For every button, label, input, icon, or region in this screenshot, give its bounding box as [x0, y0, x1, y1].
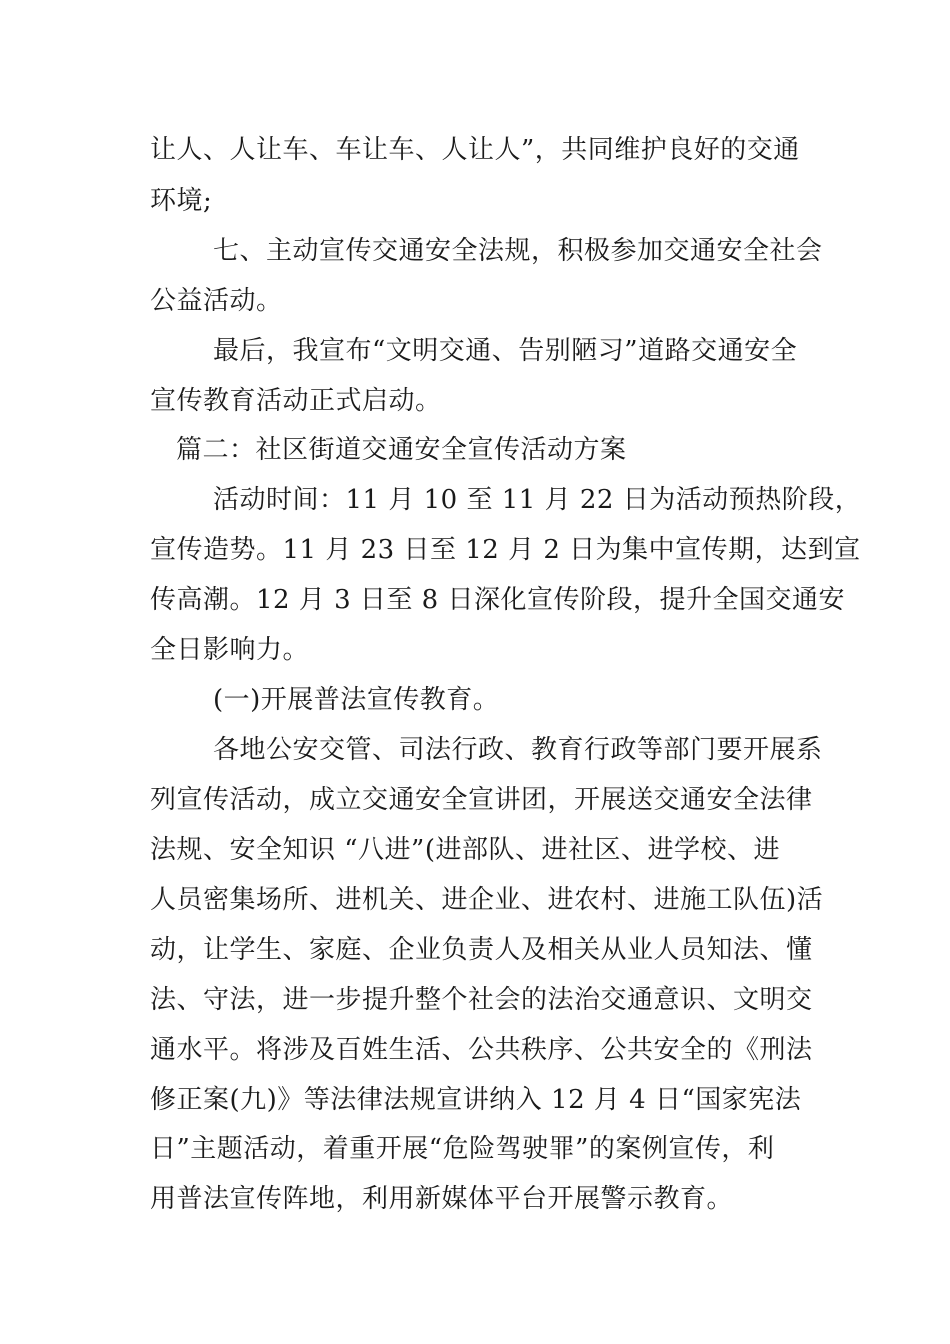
text-line: 环境;	[150, 186, 213, 216]
text-line: 修正案(九)》等法律法规宣讲纳入 12 月 4 日“国家宪法	[150, 1085, 802, 1115]
text-line: 让人、人让车、车让车、人让人”，共同维护良好的交通	[150, 135, 800, 165]
subsection-heading: (一)开展普法宣传教育。	[213, 685, 500, 715]
text-line: 全日影响力。	[150, 635, 310, 665]
text-line: 最后，我宣布“文明交通、告别陋习”道路交通安全	[213, 336, 798, 366]
text-line: 日”主题活动，着重开展“危险驾驶罪”的案例宣传，利	[150, 1134, 775, 1164]
text-line: 人员密集场所、进机关、进企业、进农村、进施工队伍)活	[150, 885, 824, 915]
text-line: 法规、安全知识 “八进”(进部队、进社区、进学校、进	[150, 835, 780, 865]
text-line: 通水平。将涉及百姓生活、公共秩序、公共安全的《刑法	[150, 1035, 813, 1065]
text-line: 各地公安交管、司法行政、教育行政等部门要开展系	[213, 735, 823, 765]
text-line: 公益活动。	[150, 286, 283, 316]
text-line: 传高潮。12 月 3 日至 8 日深化宣传阶段，提升全国交通安	[150, 585, 845, 615]
text-line: 宣传造势。11 月 23 日至 12 月 2 日为集中宣传期，达到宣	[150, 535, 861, 565]
text-line: 动，让学生、家庭、企业负责人及相关从业人员知法、懂	[150, 935, 813, 965]
text-line: 列宣传活动，成立交通安全宣讲团，开展送交通安全法律	[150, 785, 813, 815]
text-line: 七、主动宣传交通安全法规，积极参加交通安全社会	[213, 236, 823, 266]
text-line: 活动时间：11 月 10 至 11 月 22 日为活动预热阶段，	[213, 485, 862, 515]
text-line: 用普法宣传阵地，利用新媒体平台开展警示教育。	[150, 1184, 734, 1214]
text-line: 宣传教育活动正式启动。	[150, 386, 442, 416]
text-line: 法、守法，进一步提升整个社会的法治交通意识、文明交	[150, 985, 813, 1015]
section-heading: 篇二：社区街道交通安全宣传活动方案	[176, 435, 627, 465]
